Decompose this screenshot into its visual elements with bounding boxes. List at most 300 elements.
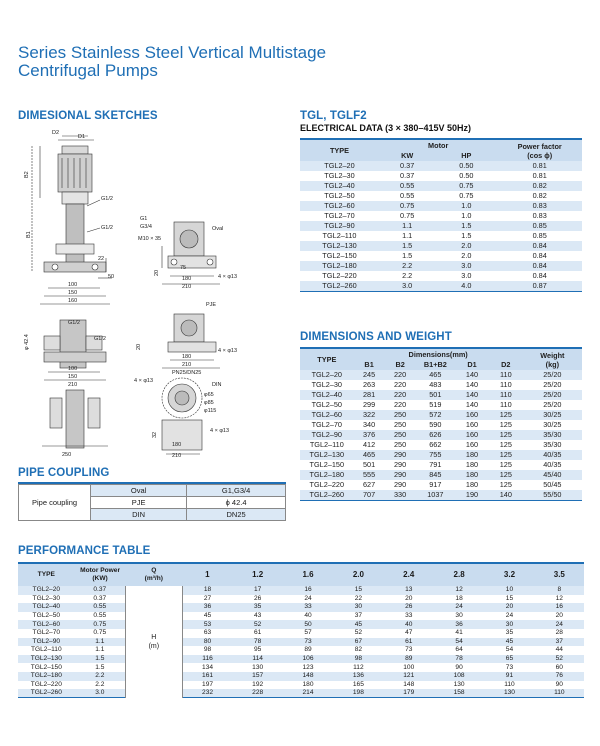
label-d85: φ85 [204, 400, 214, 406]
label-d50: 50 [108, 274, 115, 280]
type-cell: TGL2–220 [300, 480, 354, 490]
head-value-cell: 112 [353, 663, 364, 671]
kw-cell: 1.1 [379, 231, 435, 241]
type-cell: TGL2–90 [18, 638, 75, 647]
head-value-cell: 121 [384, 672, 434, 681]
d1-cell: 140 [455, 370, 489, 380]
label-d210c: 210 [182, 362, 192, 368]
label-m10: M10 × 35 [138, 236, 162, 242]
b1b2-cell: 590 [416, 420, 455, 430]
label-d20: 20 [154, 269, 160, 276]
dim-header-d2: D2 [489, 360, 523, 370]
head-value-cell: 8 [535, 586, 584, 595]
head-value-cell: 228 [232, 689, 282, 698]
hp-cell: 4.0 [435, 281, 497, 292]
type-cell: TGL2–130 [18, 655, 75, 664]
electrical-table [300, 138, 582, 292]
type-cell: TGL2–260 [300, 281, 379, 292]
hp-cell: 0.75 [435, 181, 497, 191]
weight-cell: 50/45 [523, 480, 582, 490]
head-value-cell: 33 [405, 612, 413, 620]
b2-cell: 220 [385, 400, 416, 410]
table-row [300, 430, 582, 440]
b1-cell: 322 [354, 410, 385, 420]
head-value-cell: 98 [333, 655, 383, 664]
b2-cell: 250 [385, 420, 416, 430]
head-value-cell: 106 [283, 655, 333, 664]
head-value-cell: 22 [354, 594, 363, 602]
b1b2-cell: 1037 [416, 490, 455, 501]
type-cell: TGL2–110 [300, 440, 354, 450]
table-row [300, 281, 582, 292]
power-factor-cell: 0.83 [497, 211, 582, 221]
power-factor-cell: 0.81 [497, 171, 582, 181]
table-row [300, 251, 582, 261]
head-value-cell: 165 [352, 680, 364, 688]
head-value-cell: 15 [333, 586, 383, 595]
performance-table [18, 562, 584, 698]
head-value-cell: 30 [484, 620, 534, 629]
table-row [300, 450, 582, 460]
coupling-size-2: DN25 [187, 509, 286, 521]
coupling-size-1: ϕ 42.4 [187, 497, 286, 509]
b1-cell: 281 [354, 390, 385, 400]
weight-cell: 30/25 [523, 420, 582, 430]
b1b2-cell: 626 [416, 430, 455, 440]
table-row [300, 380, 582, 390]
label-g1: G1 [140, 216, 148, 222]
d1-cell: 140 [455, 400, 489, 410]
perf-header-flow: 3.2 [484, 563, 534, 586]
b1-cell: 412 [354, 440, 385, 450]
weight-cell: 35/30 [523, 440, 582, 450]
head-value-cell: 36 [182, 603, 232, 612]
electrical-subheading: ELECTRICAL DATA (3 × 380–415V 50Hz) [300, 123, 471, 133]
hp-cell: 3.0 [435, 271, 497, 281]
power-factor-cell: 0.85 [497, 231, 582, 241]
table-row [300, 261, 582, 271]
head-value-cell: 214 [283, 689, 333, 698]
power-factor-cell: 0.83 [497, 201, 582, 211]
weight-cell: 25/20 [523, 380, 582, 390]
head-value-cell: 24 [304, 594, 312, 602]
b2-cell: 290 [385, 480, 416, 490]
kw-cell: 2.2 [379, 271, 435, 281]
d1-cell: 190 [455, 490, 489, 501]
power-factor-cell: 0.84 [497, 251, 582, 261]
table-row [18, 620, 584, 629]
b1b2-cell: 755 [416, 450, 455, 460]
weight-cell: 40/35 [523, 460, 582, 470]
table-row [18, 629, 584, 638]
label-pn25: PN25/DN25 [172, 370, 202, 376]
hp-cell: 1.5 [435, 221, 497, 231]
kw-cell: 0.55 [379, 191, 435, 201]
head-value-cell: 47 [405, 629, 413, 637]
perf-header-q-line1: Q [151, 567, 157, 574]
d2-cell: 125 [489, 480, 523, 490]
head-value-cell: 24 [505, 612, 514, 620]
type-cell: TGL2–30 [32, 594, 61, 602]
table-row [300, 490, 582, 501]
power-factor-cell: 0.85 [497, 221, 582, 231]
head-value-cell: 136 [333, 672, 383, 681]
head-value-cell: 40 [304, 612, 312, 620]
head-value-cell: 24 [434, 603, 484, 612]
dimensional-sketches [22, 128, 282, 458]
coupling-size-0: G1,G3/4 [187, 485, 286, 497]
d2-cell: 125 [489, 470, 523, 480]
label-d180c: 180 [172, 442, 182, 448]
type-cell: TGL2–110 [300, 231, 379, 241]
head-value-cell: 61 [253, 629, 262, 637]
table-row [300, 181, 582, 191]
dim-header-b1b2: B1+B2 [416, 360, 455, 370]
type-cell: TGL2–110 [30, 646, 62, 654]
head-value-cell: 64 [455, 646, 463, 654]
head-value-cell: 37 [535, 638, 584, 647]
performance-heading: PERFORMANCE TABLE [18, 545, 151, 557]
hp-cell: 2.0 [435, 251, 497, 261]
d1-cell: 180 [455, 470, 489, 480]
perf-header-q-line2: (m³/h) [144, 575, 163, 582]
type-cell: TGL2–220 [300, 271, 379, 281]
label-d4x13: 4 × φ13 [218, 274, 238, 280]
hp-cell: 1.0 [435, 201, 497, 211]
d1-cell: 180 [455, 480, 489, 490]
type-cell: TGL2–180 [300, 470, 354, 480]
label-g12b: G1/2 [101, 225, 113, 231]
b1b2-cell: 917 [416, 480, 455, 490]
d1-cell: 180 [455, 450, 489, 460]
motor-power-cell: 0.75 [93, 629, 107, 637]
type-cell: TGL2–90 [300, 430, 354, 440]
head-value-cell: 110 [504, 680, 515, 688]
perf-header-motor-line2: (KW) [92, 575, 108, 582]
head-value-cell: 30 [455, 612, 463, 620]
table-row [300, 400, 582, 410]
d2-cell: 125 [489, 420, 523, 430]
type-cell: TGL2–60 [300, 201, 379, 211]
label-b2: B2 [24, 171, 30, 178]
b1-cell: 707 [354, 490, 385, 501]
kw-cell: 0.75 [379, 211, 435, 221]
table-row [18, 595, 584, 604]
label-d32: 32 [152, 431, 158, 438]
hp-cell: 0.50 [435, 161, 497, 171]
head-value-cell: 130 [252, 663, 264, 671]
type-cell: TGL2–150 [30, 663, 62, 671]
head-value-cell: 17 [232, 586, 282, 595]
d2-cell: 125 [489, 430, 523, 440]
b2-cell: 250 [385, 410, 416, 420]
b1-cell: 627 [354, 480, 385, 490]
head-value-cell: 36 [434, 620, 484, 629]
head-value-cell: 179 [384, 689, 434, 698]
type-cell: TGL2–40 [300, 181, 379, 191]
power-factor-cell: 0.82 [497, 181, 582, 191]
b1-cell: 465 [354, 450, 385, 460]
perf-header-flow: 2.8 [434, 563, 484, 586]
table-row [300, 420, 582, 430]
weight-cell: 45/40 [523, 470, 582, 480]
d2-cell: 110 [489, 390, 523, 400]
perf-header-motor [75, 563, 126, 586]
perf-header-flow: 2.0 [333, 563, 383, 586]
label-d180b: 180 [182, 354, 192, 360]
head-value-cell: 54 [505, 646, 514, 654]
head-value-cell: 63 [203, 629, 212, 637]
header-motor: Motor [379, 139, 497, 151]
table-row [300, 370, 582, 380]
header-power-factor [497, 139, 582, 161]
dimensions-heading: DIMENSIONS AND WEIGHT [300, 331, 452, 343]
head-value-cell: 180 [302, 680, 314, 688]
coupling-table [18, 484, 286, 521]
type-cell: TGL2–20 [300, 161, 379, 171]
head-value-cell: 40 [384, 620, 434, 629]
head-value-cell: 114 [232, 655, 282, 664]
type-cell: TGL2–130 [300, 241, 379, 251]
label-d150: 150 [68, 290, 78, 296]
head-value-cell: 13 [384, 586, 434, 595]
perf-header-motor-line1: Motor Power [80, 567, 121, 574]
motor-power-cell: 1.5 [75, 655, 126, 664]
d2-cell: 140 [489, 490, 523, 501]
head-unit: (m) [148, 642, 160, 650]
weight-cell: 25/20 [523, 370, 582, 380]
power-factor-cell: 0.84 [497, 271, 582, 281]
head-value-cell: 130 [453, 680, 465, 688]
head-value-cell: 73 [283, 638, 333, 647]
head-value-cell: 35 [505, 629, 514, 637]
kw-cell: 0.37 [379, 161, 435, 171]
table-row [18, 646, 584, 655]
head-value-cell: 27 [203, 594, 212, 602]
type-cell: TGL2–60 [18, 620, 75, 629]
head-value-cell: 192 [252, 680, 264, 688]
table-row [300, 221, 582, 231]
head-value-cell: 108 [434, 672, 484, 681]
header-type: TYPE [300, 139, 379, 161]
label-d20b: 20 [136, 343, 142, 350]
label-d210b: 210 [68, 382, 78, 388]
type-cell: TGL2–180 [300, 261, 379, 271]
b1-cell: 501 [354, 460, 385, 470]
type-cell: TGL2–50 [300, 400, 354, 410]
kw-cell: 1.1 [379, 221, 435, 231]
b2-cell: 290 [385, 450, 416, 460]
table-row [300, 211, 582, 221]
motor-power-cell: 1.1 [75, 638, 126, 647]
perf-header-type: TYPE [18, 563, 75, 586]
b1b2-cell: 501 [416, 390, 455, 400]
head-value-cell: 20 [405, 594, 413, 602]
type-cell: TGL2–150 [300, 251, 379, 261]
d2-cell: 125 [489, 440, 523, 450]
head-value-cell: 41 [455, 629, 463, 637]
b2-cell: 250 [385, 440, 416, 450]
coupling-type-0: Oval [91, 485, 187, 497]
b1b2-cell: 845 [416, 470, 455, 480]
head-value-cell: 43 [253, 612, 262, 620]
b1-cell: 245 [354, 370, 385, 380]
head-value-cell: 82 [354, 646, 363, 654]
head-value-cell: 80 [182, 638, 232, 647]
power-factor-cell: 0.82 [497, 191, 582, 201]
head-value-cell: 89 [384, 655, 434, 664]
hp-cell: 3.0 [435, 261, 497, 271]
head-value-cell: 110 [535, 689, 584, 698]
label-g12c: G1/2 [68, 320, 80, 326]
perf-header-flow: 1 [182, 563, 232, 586]
head-value-cell: 90 [555, 680, 563, 688]
b2-cell: 330 [385, 490, 416, 501]
head-value-cell: 52 [535, 655, 584, 664]
head-label-cell [126, 586, 183, 698]
head-value-cell: 18 [455, 594, 463, 602]
head-value-cell: 12 [434, 586, 484, 595]
motor-power-cell: 0.37 [75, 586, 126, 595]
dim-header-b1: B1 [354, 360, 385, 370]
label-d4x13d: 4 × φ13 [210, 428, 230, 434]
label-d150b: 150 [68, 374, 78, 380]
head-value-cell: 37 [354, 612, 363, 620]
table-row [18, 663, 584, 672]
head-value-cell: 65 [484, 655, 534, 664]
coupling-label: Pipe coupling [19, 485, 91, 521]
head-value-cell: 20 [555, 612, 563, 620]
head-value-cell: 158 [434, 689, 484, 698]
table-row [18, 586, 584, 595]
head-value-cell: 61 [384, 638, 434, 647]
head-value-cell: 12 [555, 594, 563, 602]
weight-cell: 25/20 [523, 390, 582, 400]
weight-cell: 35/30 [523, 430, 582, 440]
table-row [18, 681, 584, 690]
d1-cell: 160 [455, 440, 489, 450]
weight-cell: 30/25 [523, 410, 582, 420]
head-value-cell: 26 [253, 594, 262, 602]
head-value-cell: 26 [384, 603, 434, 612]
label-d75: 75 [180, 265, 187, 271]
header-hp: HP [435, 151, 497, 161]
type-cell: TGL2–150 [300, 460, 354, 470]
d1-cell: 160 [455, 430, 489, 440]
table-row [300, 271, 582, 281]
table-row [300, 460, 582, 470]
head-value-cell: 91 [484, 672, 534, 681]
kw-cell: 3.0 [379, 281, 435, 292]
d2-cell: 125 [489, 450, 523, 460]
head-value-cell: 52 [232, 620, 282, 629]
head-label: H [151, 633, 157, 641]
head-value-cell: 16 [283, 586, 333, 595]
kw-cell: 0.75 [379, 201, 435, 211]
table-row [300, 171, 582, 181]
b1-cell: 376 [354, 430, 385, 440]
power-factor-cell: 0.81 [497, 161, 582, 171]
table-row [300, 231, 582, 241]
head-value-cell: 45 [333, 620, 383, 629]
head-value-cell: 90 [455, 663, 463, 671]
b2-cell: 220 [385, 380, 416, 390]
head-value-cell: 73 [505, 663, 514, 671]
table-row [300, 191, 582, 201]
head-value-cell: 78 [434, 655, 484, 664]
dim-header-d1: D1 [455, 360, 489, 370]
b1b2-cell: 465 [416, 370, 455, 380]
page-title [18, 44, 326, 80]
motor-power-cell: 1.5 [95, 663, 105, 671]
hp-cell: 1.0 [435, 211, 497, 221]
power-factor-cell: 0.84 [497, 241, 582, 251]
label-g12d: G1/2 [94, 336, 106, 342]
head-value-cell: 198 [333, 689, 383, 698]
label-d65: φ65 [204, 392, 214, 398]
kw-cell: 0.37 [379, 171, 435, 181]
type-cell: TGL2–50 [32, 612, 61, 620]
kw-cell: 0.55 [379, 181, 435, 191]
label-phi424: φ 42.4 [24, 334, 30, 350]
label-oval: Oval [212, 226, 224, 232]
head-value-cell: 30 [333, 603, 383, 612]
type-cell: TGL2–90 [300, 221, 379, 231]
head-value-cell: 148 [283, 672, 333, 681]
electrical-heading: TGL, TGLF2 [300, 110, 367, 122]
table-row [18, 612, 584, 621]
type-cell: TGL2–260 [18, 689, 75, 698]
motor-power-cell: 1.1 [95, 646, 105, 654]
label-d160: 160 [68, 298, 78, 304]
head-value-cell: 52 [354, 629, 363, 637]
d2-cell: 125 [489, 460, 523, 470]
head-value-cell: 45 [203, 612, 212, 620]
table-row [300, 470, 582, 480]
head-value-cell: 44 [555, 646, 563, 654]
type-cell: TGL2–40 [300, 390, 354, 400]
motor-power-cell: 0.55 [93, 612, 107, 620]
label-d4x13c: 4 × φ13 [134, 378, 154, 384]
table-row [18, 638, 584, 647]
head-value-cell: 35 [232, 603, 282, 612]
head-value-cell: 60 [555, 663, 563, 671]
perf-header-flow: 1.6 [283, 563, 333, 586]
page-title-line1: Series Stainless Steel Vertical Multistage [18, 43, 327, 62]
type-cell: TGL2–40 [18, 603, 75, 612]
motor-power-cell: 2.2 [95, 680, 105, 688]
head-value-cell: 53 [182, 620, 232, 629]
head-value-cell: 161 [182, 672, 232, 681]
head-value-cell: 89 [304, 646, 312, 654]
perf-header-flow: 1.2 [232, 563, 282, 586]
b1b2-cell: 662 [416, 440, 455, 450]
type-cell: TGL2–60 [300, 410, 354, 420]
dim-header-weight-line2: (kg) [545, 359, 560, 369]
label-d100b: 100 [68, 366, 78, 372]
table-row [300, 410, 582, 420]
type-cell: TGL2–50 [300, 191, 379, 201]
d2-cell: 110 [489, 400, 523, 410]
head-value-cell: 98 [203, 646, 212, 654]
label-g12a: G1/2 [101, 196, 113, 202]
b1b2-cell: 572 [416, 410, 455, 420]
motor-power-cell: 0.55 [75, 603, 126, 612]
d2-cell: 125 [489, 410, 523, 420]
head-value-cell: 148 [403, 680, 415, 688]
label-d115: φ115 [204, 408, 217, 414]
b2-cell: 290 [385, 470, 416, 480]
